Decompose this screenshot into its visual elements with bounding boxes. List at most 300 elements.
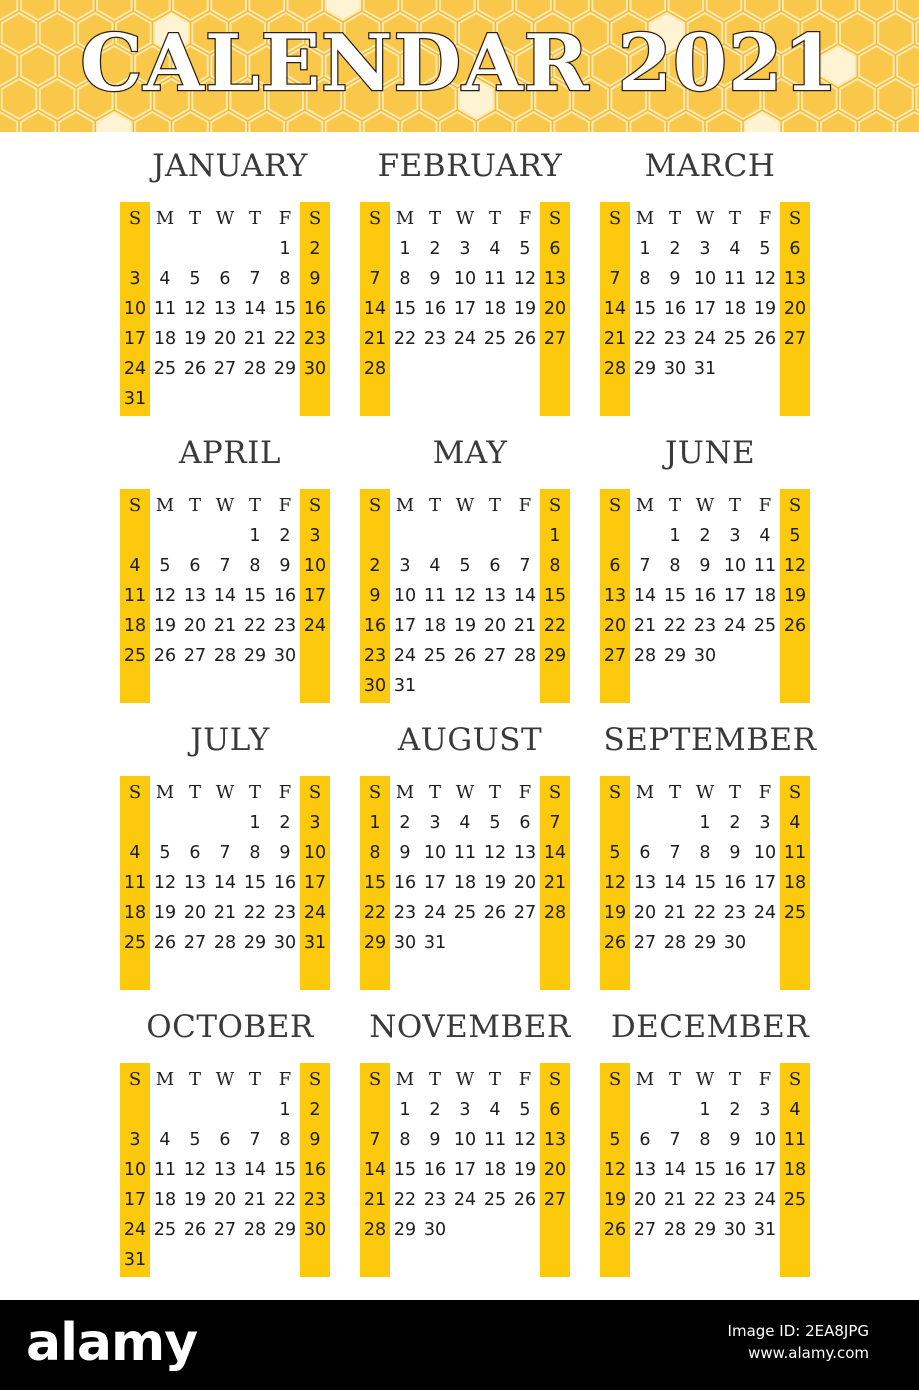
day-number: 19 bbox=[483, 873, 507, 893]
weekday-header: F bbox=[278, 208, 292, 229]
weekday-header: T bbox=[668, 782, 681, 803]
day-number: 12 bbox=[483, 843, 507, 863]
day-number: 3 bbox=[759, 1100, 771, 1120]
weekday-header: T bbox=[428, 208, 441, 229]
month-block bbox=[110, 419, 350, 706]
empty-cell bbox=[480, 521, 510, 551]
day-number: 2 bbox=[399, 813, 411, 833]
day-number: 23 bbox=[423, 329, 447, 349]
weekday-header: S bbox=[308, 495, 322, 516]
empty-cell bbox=[360, 521, 390, 551]
day-number: 25 bbox=[483, 329, 507, 349]
day-number: 6 bbox=[489, 556, 501, 576]
weekday-header: T bbox=[668, 1069, 681, 1090]
calendar-grid bbox=[110, 132, 830, 1280]
day-grid bbox=[600, 204, 810, 384]
day-number: 4 bbox=[789, 813, 801, 833]
day-number: 20 bbox=[543, 1160, 567, 1180]
day-number: 25 bbox=[783, 903, 807, 923]
day-number: 15 bbox=[363, 873, 387, 893]
day-number: 28 bbox=[243, 1220, 267, 1240]
day-number: 18 bbox=[483, 1160, 507, 1180]
weekday-header: F bbox=[518, 1069, 532, 1090]
empty-cell bbox=[420, 521, 450, 551]
day-number: 25 bbox=[753, 616, 777, 636]
month-name: MARCH bbox=[644, 148, 776, 184]
weekday-header: W bbox=[215, 1069, 235, 1090]
weekday-header: T bbox=[728, 782, 741, 803]
day-number: 17 bbox=[303, 586, 327, 606]
day-number: 30 bbox=[723, 1220, 747, 1240]
day-number: 26 bbox=[483, 903, 507, 923]
day-number: 4 bbox=[729, 239, 741, 259]
day-number: 28 bbox=[633, 646, 657, 666]
day-number: 16 bbox=[723, 873, 747, 893]
honeycomb-banner bbox=[0, 0, 919, 132]
month-name: APRIL bbox=[179, 435, 281, 471]
day-number: 16 bbox=[693, 586, 717, 606]
day-number: 3 bbox=[459, 1100, 471, 1120]
day-number: 8 bbox=[669, 556, 681, 576]
day-number: 22 bbox=[543, 616, 567, 636]
day-number: 15 bbox=[663, 586, 687, 606]
day-number: 6 bbox=[549, 239, 561, 259]
weekday-header: S bbox=[128, 782, 142, 803]
day-number: 22 bbox=[273, 1190, 297, 1210]
empty-cell bbox=[150, 234, 180, 264]
day-number: 31 bbox=[123, 1250, 147, 1270]
image-info bbox=[728, 1320, 869, 1364]
day-grid bbox=[120, 491, 330, 671]
day-number: 9 bbox=[429, 269, 441, 289]
weekday-header: S bbox=[368, 208, 382, 229]
day-number: 9 bbox=[399, 843, 411, 863]
day-number: 17 bbox=[453, 1160, 477, 1180]
weekday-header: S bbox=[548, 208, 562, 229]
day-number: 21 bbox=[363, 329, 387, 349]
day-number: 12 bbox=[753, 269, 777, 289]
day-number: 6 bbox=[639, 1130, 651, 1150]
day-number: 14 bbox=[543, 843, 567, 863]
weekday-header: W bbox=[215, 782, 235, 803]
day-number: 13 bbox=[543, 1130, 567, 1150]
day-number: 15 bbox=[393, 299, 417, 319]
weekday-header: W bbox=[215, 495, 235, 516]
day-number: 12 bbox=[513, 1130, 537, 1150]
day-number: 20 bbox=[633, 903, 657, 923]
day-number: 5 bbox=[789, 526, 801, 546]
month-name: JULY bbox=[190, 722, 270, 758]
month-block bbox=[590, 132, 830, 419]
weekday-header: T bbox=[728, 1069, 741, 1090]
empty-cell bbox=[390, 521, 420, 551]
day-number: 31 bbox=[423, 933, 447, 953]
weekday-header: F bbox=[518, 495, 532, 516]
day-number: 27 bbox=[513, 903, 537, 923]
weekday-header: W bbox=[695, 782, 715, 803]
day-number: 15 bbox=[633, 299, 657, 319]
day-grid bbox=[360, 778, 570, 958]
day-number: 4 bbox=[489, 239, 501, 259]
empty-cell bbox=[660, 1095, 690, 1125]
day-number: 16 bbox=[273, 873, 297, 893]
day-number: 14 bbox=[213, 873, 237, 893]
day-number: 13 bbox=[633, 1160, 657, 1180]
day-number: 2 bbox=[279, 526, 291, 546]
empty-cell bbox=[150, 521, 180, 551]
weekday-header: T bbox=[248, 1069, 261, 1090]
day-number: 26 bbox=[753, 329, 777, 349]
day-number: 19 bbox=[513, 1160, 537, 1180]
month-block bbox=[350, 132, 590, 419]
day-number: 18 bbox=[723, 299, 747, 319]
day-number: 4 bbox=[429, 556, 441, 576]
month-block bbox=[590, 419, 830, 706]
day-number: 23 bbox=[363, 646, 387, 666]
weekday-header: M bbox=[395, 1069, 415, 1090]
day-number: 16 bbox=[723, 1160, 747, 1180]
day-number: 20 bbox=[483, 616, 507, 636]
day-number: 26 bbox=[513, 329, 537, 349]
day-number: 19 bbox=[153, 903, 177, 923]
day-number: 2 bbox=[669, 239, 681, 259]
weekday-header: S bbox=[368, 495, 382, 516]
weekday-header: T bbox=[728, 208, 741, 229]
day-number: 24 bbox=[723, 616, 747, 636]
month-name: SEPTEMBER bbox=[603, 722, 817, 758]
day-grid bbox=[360, 1065, 570, 1245]
day-number: 19 bbox=[603, 1190, 627, 1210]
day-number: 6 bbox=[519, 813, 531, 833]
day-number: 6 bbox=[219, 269, 231, 289]
weekday-header: M bbox=[395, 495, 415, 516]
weekday-header: F bbox=[758, 208, 772, 229]
day-number: 18 bbox=[783, 873, 807, 893]
day-number: 4 bbox=[459, 813, 471, 833]
day-number: 13 bbox=[513, 843, 537, 863]
weekday-header: M bbox=[155, 495, 175, 516]
empty-cell bbox=[180, 521, 210, 551]
day-number: 6 bbox=[789, 239, 801, 259]
day-number: 24 bbox=[303, 616, 327, 636]
day-number: 5 bbox=[609, 843, 621, 863]
day-number: 4 bbox=[129, 556, 141, 576]
day-number: 13 bbox=[213, 299, 237, 319]
day-number: 29 bbox=[693, 933, 717, 953]
day-number: 18 bbox=[753, 586, 777, 606]
day-number: 23 bbox=[723, 903, 747, 923]
weekday-header: S bbox=[788, 208, 802, 229]
day-number: 28 bbox=[213, 933, 237, 953]
day-number: 30 bbox=[273, 646, 297, 666]
day-number: 3 bbox=[699, 239, 711, 259]
empty-cell bbox=[630, 1095, 660, 1125]
day-number: 29 bbox=[393, 1220, 417, 1240]
day-number: 18 bbox=[153, 329, 177, 349]
day-number: 20 bbox=[543, 299, 567, 319]
day-number: 3 bbox=[129, 269, 141, 289]
day-number: 1 bbox=[669, 526, 681, 546]
image-url: www.alamy.com bbox=[748, 1344, 869, 1362]
day-number: 5 bbox=[189, 269, 201, 289]
day-number: 10 bbox=[423, 843, 447, 863]
weekday-header: S bbox=[608, 495, 622, 516]
day-number: 2 bbox=[369, 556, 381, 576]
empty-cell bbox=[120, 808, 150, 838]
day-number: 30 bbox=[393, 933, 417, 953]
day-number: 26 bbox=[513, 1190, 537, 1210]
month-name: FEBRUARY bbox=[377, 148, 563, 184]
weekday-header: W bbox=[455, 1069, 475, 1090]
day-number: 14 bbox=[243, 1160, 267, 1180]
day-number: 20 bbox=[633, 1190, 657, 1210]
weekday-header: F bbox=[278, 782, 292, 803]
weekday-header: T bbox=[248, 208, 261, 229]
day-number: 27 bbox=[183, 646, 207, 666]
month-block bbox=[110, 132, 350, 419]
day-grid bbox=[600, 778, 810, 958]
day-grid bbox=[360, 204, 570, 384]
day-number: 21 bbox=[513, 616, 537, 636]
day-number: 17 bbox=[753, 1160, 777, 1180]
weekday-header: S bbox=[788, 782, 802, 803]
day-number: 3 bbox=[309, 526, 321, 546]
day-number: 1 bbox=[249, 813, 261, 833]
day-number: 16 bbox=[663, 299, 687, 319]
day-number: 23 bbox=[273, 616, 297, 636]
day-number: 20 bbox=[183, 903, 207, 923]
day-number: 17 bbox=[453, 299, 477, 319]
month-name: NOVEMBER bbox=[369, 1009, 571, 1045]
day-number: 8 bbox=[399, 269, 411, 289]
weekday-header: W bbox=[215, 208, 235, 229]
day-number: 4 bbox=[759, 526, 771, 546]
day-grid bbox=[360, 491, 570, 701]
day-number: 16 bbox=[303, 1160, 327, 1180]
day-number: 7 bbox=[669, 843, 681, 863]
day-number: 12 bbox=[453, 586, 477, 606]
day-number: 14 bbox=[603, 299, 627, 319]
day-number: 5 bbox=[519, 1100, 531, 1120]
weekday-header: F bbox=[758, 495, 772, 516]
day-number: 16 bbox=[423, 1160, 447, 1180]
weekday-header: T bbox=[248, 782, 261, 803]
day-number: 24 bbox=[753, 1190, 777, 1210]
weekday-header: W bbox=[695, 1069, 715, 1090]
empty-cell bbox=[660, 808, 690, 838]
day-number: 7 bbox=[219, 843, 231, 863]
day-number: 8 bbox=[369, 843, 381, 863]
day-number: 14 bbox=[213, 586, 237, 606]
day-number: 11 bbox=[483, 269, 507, 289]
day-number: 6 bbox=[639, 843, 651, 863]
month-name: AUGUST bbox=[397, 722, 543, 758]
weekday-header: T bbox=[248, 495, 261, 516]
empty-cell bbox=[240, 234, 270, 264]
day-number: 25 bbox=[423, 646, 447, 666]
day-number: 14 bbox=[663, 1160, 687, 1180]
weekday-header: F bbox=[518, 782, 532, 803]
day-number: 6 bbox=[609, 556, 621, 576]
weekday-header: M bbox=[395, 782, 415, 803]
day-number: 12 bbox=[183, 1160, 207, 1180]
weekday-header: S bbox=[128, 495, 142, 516]
weekday-header: M bbox=[635, 495, 655, 516]
day-number: 30 bbox=[303, 1220, 327, 1240]
weekday-header: M bbox=[635, 782, 655, 803]
day-number: 1 bbox=[399, 239, 411, 259]
day-number: 22 bbox=[363, 903, 387, 923]
day-number: 26 bbox=[603, 933, 627, 953]
day-number: 23 bbox=[303, 1190, 327, 1210]
day-number: 19 bbox=[513, 299, 537, 319]
day-number: 17 bbox=[393, 616, 417, 636]
day-number: 25 bbox=[123, 646, 147, 666]
weekday-header: M bbox=[635, 208, 655, 229]
day-number: 26 bbox=[183, 1220, 207, 1240]
day-number: 2 bbox=[309, 1100, 321, 1120]
day-number: 7 bbox=[669, 1130, 681, 1150]
weekday-header: T bbox=[428, 782, 441, 803]
day-number: 26 bbox=[153, 646, 177, 666]
day-number: 15 bbox=[393, 1160, 417, 1180]
day-number: 25 bbox=[783, 1190, 807, 1210]
empty-cell bbox=[210, 234, 240, 264]
day-number: 18 bbox=[153, 1190, 177, 1210]
day-number: 11 bbox=[153, 1160, 177, 1180]
day-number: 23 bbox=[723, 1190, 747, 1210]
weekday-header: F bbox=[518, 208, 532, 229]
day-number: 27 bbox=[213, 359, 237, 379]
day-number: 16 bbox=[423, 299, 447, 319]
weekday-header: S bbox=[548, 782, 562, 803]
day-number: 31 bbox=[753, 1220, 777, 1240]
day-number: 21 bbox=[633, 616, 657, 636]
day-number: 10 bbox=[393, 586, 417, 606]
weekday-header: S bbox=[548, 1069, 562, 1090]
day-number: 9 bbox=[279, 556, 291, 576]
month-name: OCTOBER bbox=[146, 1009, 314, 1045]
day-number: 20 bbox=[783, 299, 807, 319]
day-number: 15 bbox=[543, 586, 567, 606]
day-number: 30 bbox=[303, 359, 327, 379]
weekday-header: T bbox=[188, 782, 201, 803]
day-number: 19 bbox=[183, 1190, 207, 1210]
day-number: 13 bbox=[483, 586, 507, 606]
stock-logo: alamy bbox=[26, 1313, 198, 1373]
day-number: 8 bbox=[249, 843, 261, 863]
image-id: Image ID: 2EA8JPG bbox=[727, 1322, 869, 1340]
day-number: 3 bbox=[429, 813, 441, 833]
day-number: 13 bbox=[783, 269, 807, 289]
day-number: 25 bbox=[153, 359, 177, 379]
day-number: 11 bbox=[753, 556, 777, 576]
day-number: 24 bbox=[693, 329, 717, 349]
day-number: 11 bbox=[423, 586, 447, 606]
day-number: 17 bbox=[123, 329, 147, 349]
empty-cell bbox=[600, 234, 630, 264]
day-number: 11 bbox=[123, 586, 147, 606]
day-grid bbox=[120, 778, 330, 958]
day-number: 24 bbox=[453, 329, 477, 349]
day-number: 11 bbox=[483, 1130, 507, 1150]
empty-cell bbox=[360, 234, 390, 264]
day-number: 3 bbox=[399, 556, 411, 576]
day-number: 2 bbox=[429, 239, 441, 259]
day-number: 16 bbox=[303, 299, 327, 319]
day-number: 22 bbox=[693, 1190, 717, 1210]
day-number: 7 bbox=[519, 556, 531, 576]
day-number: 29 bbox=[273, 359, 297, 379]
weekday-header: T bbox=[668, 495, 681, 516]
day-number: 9 bbox=[429, 1130, 441, 1150]
day-grid bbox=[120, 1065, 330, 1275]
day-number: 11 bbox=[453, 843, 477, 863]
day-number: 7 bbox=[369, 1130, 381, 1150]
weekday-header: W bbox=[455, 782, 475, 803]
day-number: 25 bbox=[453, 903, 477, 923]
day-number: 24 bbox=[753, 903, 777, 923]
day-number: 26 bbox=[603, 1220, 627, 1240]
day-number: 15 bbox=[693, 873, 717, 893]
day-number: 13 bbox=[213, 1160, 237, 1180]
day-number: 16 bbox=[363, 616, 387, 636]
empty-cell bbox=[630, 521, 660, 551]
day-number: 18 bbox=[483, 299, 507, 319]
day-number: 4 bbox=[159, 1130, 171, 1150]
day-number: 18 bbox=[123, 903, 147, 923]
day-number: 20 bbox=[213, 329, 237, 349]
day-number: 28 bbox=[363, 359, 387, 379]
day-number: 5 bbox=[609, 1130, 621, 1150]
weekday-header: S bbox=[608, 208, 622, 229]
day-number: 1 bbox=[549, 526, 561, 546]
weekday-header: T bbox=[488, 208, 501, 229]
day-number: 8 bbox=[639, 269, 651, 289]
empty-cell bbox=[600, 1095, 630, 1125]
empty-cell bbox=[150, 1095, 180, 1125]
day-number: 12 bbox=[603, 1160, 627, 1180]
day-number: 27 bbox=[213, 1220, 237, 1240]
day-number: 10 bbox=[453, 1130, 477, 1150]
day-number: 13 bbox=[183, 873, 207, 893]
weekday-header: S bbox=[128, 208, 142, 229]
day-number: 2 bbox=[729, 1100, 741, 1120]
day-number: 3 bbox=[759, 813, 771, 833]
day-number: 30 bbox=[363, 676, 387, 696]
day-number: 24 bbox=[453, 1190, 477, 1210]
day-number: 5 bbox=[489, 813, 501, 833]
day-number: 24 bbox=[423, 903, 447, 923]
day-number: 4 bbox=[489, 1100, 501, 1120]
month-block bbox=[350, 993, 590, 1280]
day-number: 9 bbox=[309, 1130, 321, 1150]
empty-cell bbox=[120, 521, 150, 551]
day-number: 6 bbox=[189, 556, 201, 576]
day-number: 17 bbox=[123, 1190, 147, 1210]
day-number: 19 bbox=[153, 616, 177, 636]
weekday-header: S bbox=[368, 1069, 382, 1090]
month-block bbox=[590, 993, 830, 1280]
month-block bbox=[350, 706, 590, 993]
day-number: 26 bbox=[153, 933, 177, 953]
day-number: 10 bbox=[753, 843, 777, 863]
day-number: 28 bbox=[663, 933, 687, 953]
day-number: 28 bbox=[513, 646, 537, 666]
day-number: 16 bbox=[393, 873, 417, 893]
day-number: 12 bbox=[153, 873, 177, 893]
day-number: 15 bbox=[243, 873, 267, 893]
